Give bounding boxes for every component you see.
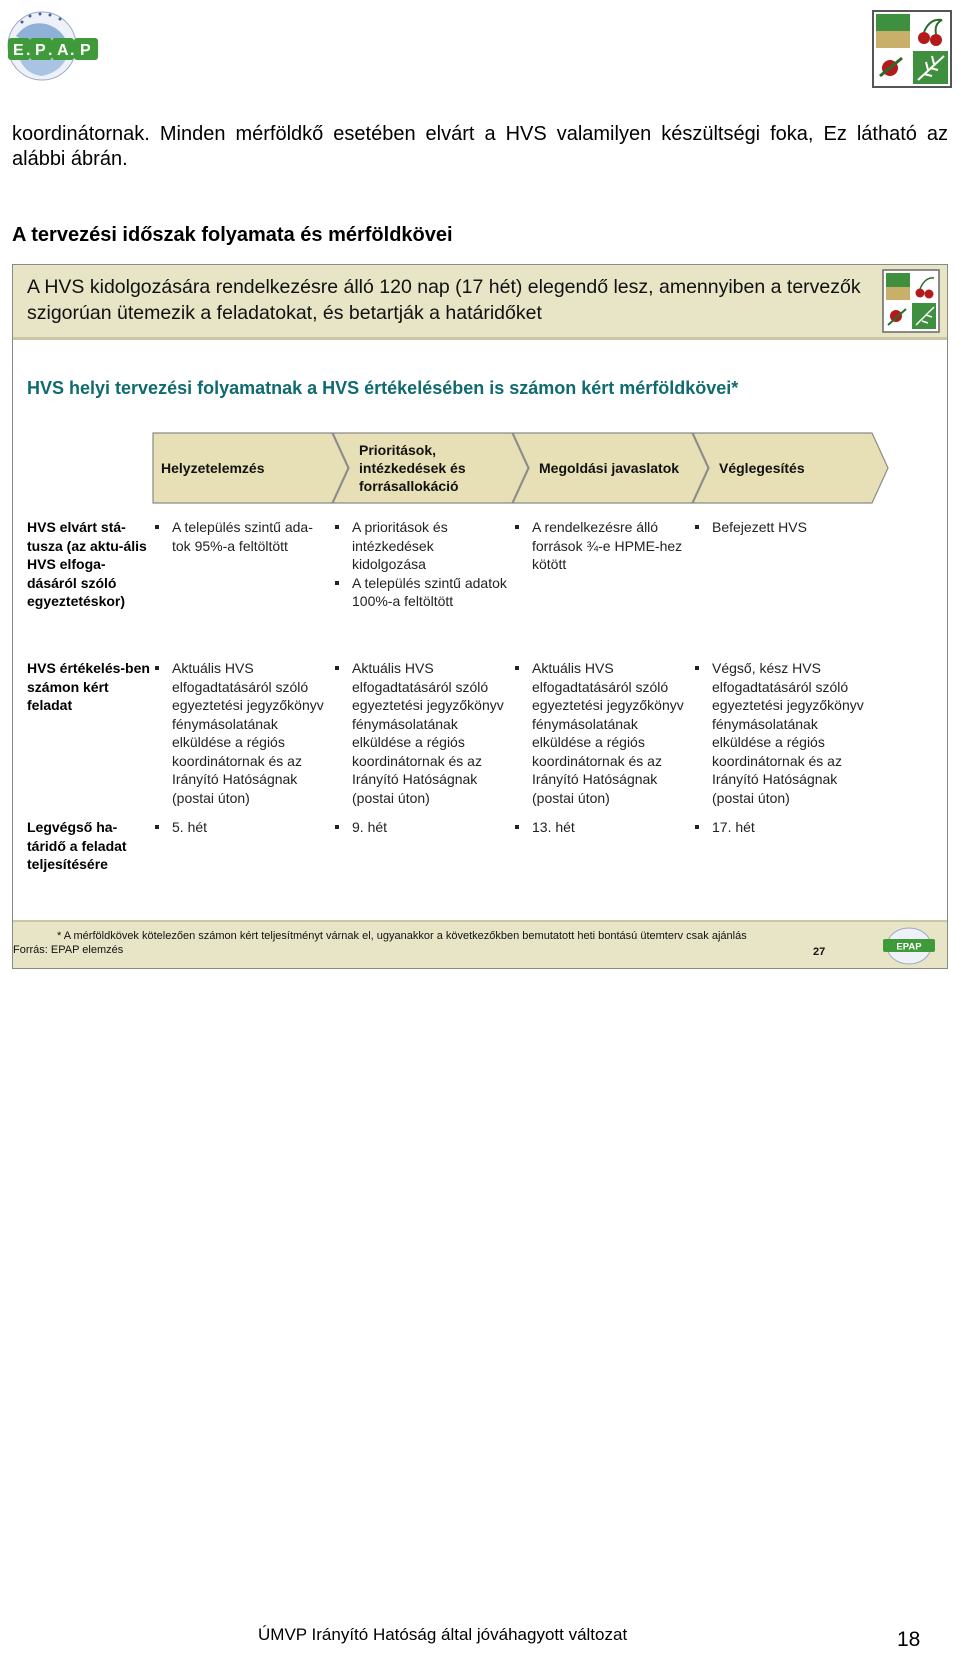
bullet-item: 17. hét	[692, 818, 870, 837]
page-footer: ÚMVP Irányító Hatóság által jóváhagyott változat	[258, 1625, 628, 1644]
bullet-item: A rendelkezésre álló források ¾-e HPME-hez kötött	[512, 518, 690, 574]
phase-label: Helyzetelemzés	[161, 460, 265, 476]
bullet-item: A település szintű adatok 100%-a feltöltött	[332, 574, 510, 611]
process-slide	[12, 264, 948, 969]
task-cell	[332, 659, 510, 807]
bullet-item: 5. hét	[152, 818, 330, 837]
leader-logo	[872, 10, 952, 88]
svg-text:.: .	[48, 42, 53, 59]
bullet-item: Aktuális HVS elfogadtatásáról szóló egyeztetési jegyzőkönyv fénymásolatának elküldése a régiós koordinátornak és az Irányító Hatóságnak (postai úton)	[332, 659, 510, 807]
bullet-item: Aktuális HVS elfogadtatásáról szóló egyeztetési jegyzőkönyv fénymásolatának elküldése a régiós koordinátornak és az Irányító Hatóságnak (postai úton)	[152, 659, 330, 807]
status-cell	[692, 518, 870, 537]
section-heading: A tervezési időszak folyamata és mérföldkövei	[12, 224, 453, 246]
svg-text:P: P	[80, 42, 91, 59]
epap-small-logo	[879, 926, 939, 966]
task-cell	[692, 659, 870, 807]
row-label-status: HVS elvárt stá-tusza (az aktu-ális HVS elfoga-dásáról szóló egyeztetéskor)	[27, 519, 147, 609]
epap-logo	[2, 6, 106, 86]
bullet-item: Befejezett HVS	[692, 518, 870, 537]
phase-label: Megoldási javaslatok	[539, 460, 680, 476]
bullet-item: Végső, kész HVS elfogadtatásáról szóló egyeztetési jegyzőkönyv fénymásolatának elküldése a régiós koordinátornak és az Irányító Hatóságnak (postai úton)	[692, 659, 870, 807]
slide-subtitle: HVS helyi tervezési folyamatnak a HVS értékelésében is számon kért mérföldkövei*	[27, 378, 739, 398]
slide-page-number: 27	[813, 946, 826, 958]
status-cell	[152, 518, 330, 555]
task-cell	[152, 659, 330, 807]
svg-text:A: A	[57, 42, 69, 59]
source-note: Forrás: EPAP elemzés	[13, 944, 124, 956]
svg-text:EPAP: EPAP	[896, 941, 922, 953]
status-cell	[332, 518, 510, 611]
phase-label: Véglegesítés	[719, 460, 805, 476]
deadline-cell	[692, 818, 870, 837]
deadline-cell	[512, 818, 690, 837]
bullet-item: A prioritások és intézkedések kidolgozása	[332, 518, 510, 574]
bullet-item: A település szintű ada-tok 95%-a feltöltött	[152, 518, 330, 555]
phase-label: Prioritások, intézkedések és forrásallokáció	[359, 442, 466, 494]
svg-text:.: .	[26, 42, 31, 59]
page-number: 18	[897, 1628, 921, 1651]
deadline-cell	[152, 818, 330, 837]
task-cell	[512, 659, 690, 807]
deadline-cell	[332, 818, 510, 837]
footnote: * A mérföldkövek kötelezően számon kért teljesítményt várnak el, ugyanakkor a következőkben bemutatott heti bontású ütemterv csak ajánlás	[57, 930, 747, 942]
row-label-deadline: Legvégső ha-táridő a feladat teljesítésére	[27, 819, 127, 872]
slide-header-band	[13, 265, 947, 340]
bullet-item: Aktuális HVS elfogadtatásáról szóló egyeztetési jegyzőkönyv fénymásolatának elküldése a régiós koordinátornak és az Irányító Hatóságnak (postai úton)	[512, 659, 690, 807]
status-cell	[512, 518, 690, 574]
intro-paragraph: koordinátornak. Minden mérföldkő esetében elvárt a HVS valamilyen készültségi foka, Ez látható az alábbi ábrán.	[12, 123, 948, 170]
bullet-item: 9. hét	[332, 818, 510, 837]
row-label-task: HVS értékelés-ben számon kért feladat	[27, 660, 150, 713]
leader-icon	[882, 269, 940, 333]
svg-text:.: .	[70, 42, 75, 59]
svg-text:E: E	[13, 42, 24, 59]
slide-header-text: A HVS kidolgozására rendelkezésre álló 120 nap (17 hét) elegendő lesz, amennyiben a tervezők szigorúan ütemezik a feladatokat, és betartják a határidőket	[27, 276, 861, 324]
bullet-item: 13. hét	[512, 818, 690, 837]
svg-text:P: P	[35, 42, 46, 59]
slide-footer	[13, 920, 947, 969]
